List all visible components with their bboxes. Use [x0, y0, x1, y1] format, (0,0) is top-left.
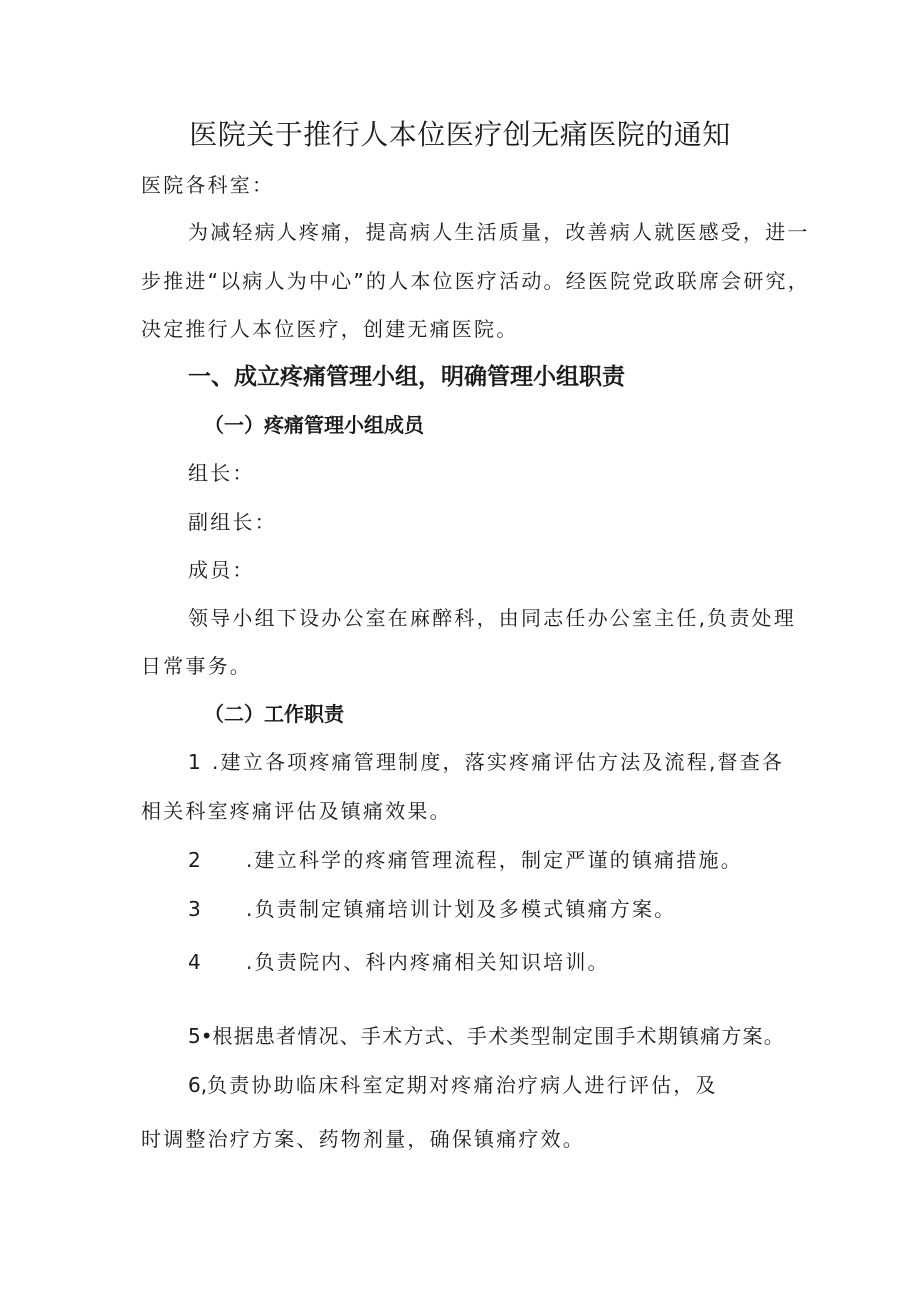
duty-item-5-text: 根据患者情况、手术方式、手术类型制定围手术期镇痛方案。 [212, 1024, 785, 1048]
duty-item-1-continuation: 相关科室疼痛评估及镇痛效果。 [141, 799, 452, 823]
duty-item-5 [188, 1022, 785, 1050]
duty-item-1-text: .建立各项疼痛管理制度，落实疼痛评估方法及流程,督查各 [212, 750, 785, 774]
duty-item-3 [188, 895, 676, 923]
deputy-leader-label: 副组长： [188, 510, 277, 534]
intro-line-1: 为减轻病人疼痛，提高病人生活质量，改善病人就医感受，进一 [188, 220, 810, 244]
duty-item-3-text: .负责制定镇痛培训计划及多模式镇痛方案。 [246, 897, 677, 921]
duty-item-1-number: 1 [188, 750, 201, 774]
duty-item-2-text: .建立科学的疼痛管理流程，制定严谨的镇痛措施。 [246, 848, 743, 872]
intro-line-2: 步推进“以病人为中心”的人本位医疗活动。经医院党政联席会研究， [141, 269, 810, 293]
section-heading-1: 一、成立疼痛管理小组，明确管理小组职责 [188, 364, 625, 390]
duty-item-4-text: .负责院内、科内疼痛相关知识培训。 [246, 950, 610, 974]
subsection-heading-members: （一）疼痛管理小组成员 [204, 413, 424, 437]
duty-item-4 [188, 948, 610, 976]
duty-item-2-number: 2 [188, 848, 201, 872]
duty-item-5-number: 5• [188, 1024, 213, 1048]
office-line-1: 领导小组下设办公室在麻醉科，由同志任办公室主任,负责处理 [188, 606, 796, 630]
duty-item-6 [188, 1071, 718, 1099]
duty-item-6-continuation: 时调整治疗方案、药物剂量，确保镇痛疗效。 [141, 1127, 585, 1151]
intro-line-3: 决定推行人本位医疗，创建无痛医院。 [141, 317, 519, 341]
office-line-2: 日常事务。 [141, 654, 252, 678]
duty-item-1 [188, 748, 784, 776]
leader-label: 组长： [188, 461, 255, 485]
document-title: 医院关于推行人本位医疗创无痛医院的通知 [189, 118, 731, 151]
salutation: 医院各科室： [141, 173, 275, 197]
subsection-heading-duties: （二）工作职责 [204, 702, 344, 726]
duty-item-6-text: 负责协助临床科室定期对疼痛治疗病人进行评估，及 [207, 1073, 718, 1097]
duty-item-3-number: 3 [188, 897, 201, 921]
members-label: 成员： [188, 558, 255, 582]
duty-item-2 [188, 846, 743, 874]
duty-item-6-number: 6, [188, 1073, 208, 1097]
duty-item-4-number: 4 [188, 950, 201, 974]
